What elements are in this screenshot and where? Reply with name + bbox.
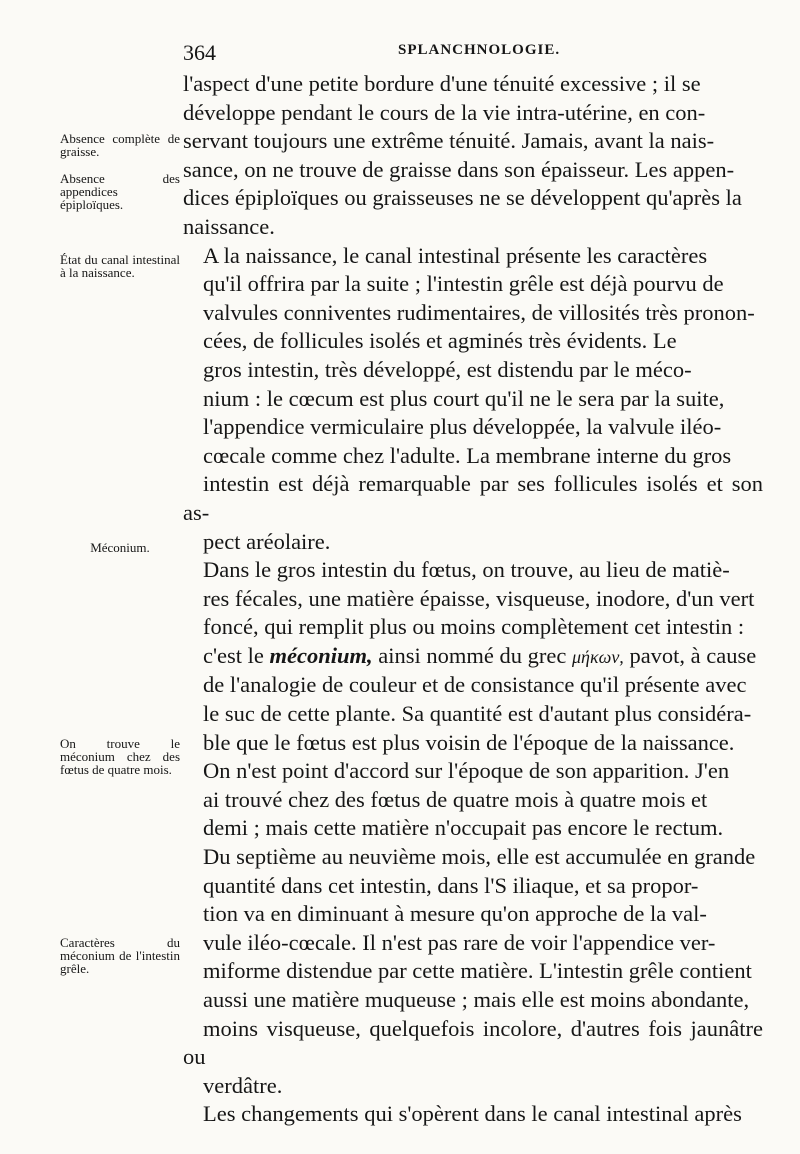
text-line: le suc de cette plante. Sa quantité est d'autant plus considéra- [203, 701, 752, 727]
text-line: servant toujours une extrême ténuité. Jamais, avant la nais- [183, 128, 715, 154]
text-line: On n'est point d'accord sur l'époque de son apparition. J'en [203, 758, 730, 784]
margin-note: État du canal intestinal à la naissance. [60, 252, 180, 280]
paragraph [183, 242, 763, 557]
text-line: res fécales, une matière épaisse, visqueuse, inodore, d'un vert [203, 585, 755, 611]
text-line: ai trouvé chez des fœtus de quatre mois à quatre mois et [203, 786, 708, 812]
text-line: de l'analogie de couleur et de consistance qu'il présente avec [203, 672, 747, 698]
running-title: SPLANCHNOLOGIE. [398, 42, 561, 58]
margin-note: On trouve le méconium chez des fœtus de quatre mois. [60, 736, 180, 777]
text-fragment: ainsi nommé du grec [378, 642, 567, 668]
text-line: dices épiploïques ou graisseuses ne se développent qu'après la [183, 185, 742, 211]
text-line: intestin est déjà remarquable par ses follicules isolés et son as- [183, 471, 763, 525]
text-line: nium : le cœcum est plus court qu'il ne le sera par la suite, [203, 385, 725, 411]
text-line: vule iléo-cœcale. Il n'est pas rare de voir l'appendice ver- [203, 929, 716, 955]
text-line: valvules conniventes rudimentaires, de villosités très pronon- [203, 299, 755, 325]
page-header [183, 40, 763, 64]
text-line: Du septième au neuvième mois, elle est accumulée en grande [203, 844, 756, 870]
text-line: miforme distendue par cette matière. L'intestin grêle contient [203, 958, 752, 984]
body-text [183, 70, 763, 1129]
text-line-meconium [183, 642, 763, 672]
text-line: ble que le fœtus est plus voisin de l'époque de la naissance. [203, 729, 735, 755]
paragraph [183, 556, 763, 1100]
text-line: verdâtre. [203, 1072, 283, 1098]
text-fragment: c'est le [203, 642, 264, 668]
text-line: sance, on ne trouve de graisse dans son épaisseur. Les appen- [183, 156, 735, 182]
text-line: tion va en diminuant à mesure qu'on approche de la val- [203, 901, 707, 927]
text-line: l'aspect d'une petite bordure d'une ténuité excessive ; il se [183, 71, 701, 96]
text-line: demi ; mais cette matière n'occupait pas encore le rectum. [203, 815, 724, 841]
text-line: A la naissance, le canal intestinal présente les caractères [203, 242, 708, 268]
text-line: foncé, qui remplit plus ou moins complètement cet intestin : [203, 614, 745, 640]
text-line: naissance. [183, 213, 275, 239]
text-line: moins visqueuse, quelquefois incolore, d'autres fois jaunâtre ou [183, 1015, 763, 1070]
meconium-term: méconium, [269, 642, 373, 668]
margin-note: Absence complète de graisse. [60, 131, 180, 159]
text-line: Les changements qui s'opèrent dans le canal intestinal après [203, 1101, 742, 1127]
text-line: développe pendant le cours de la vie intra-utérine, en con- [183, 99, 706, 125]
margin-note: Méconium. [90, 540, 150, 555]
paragraph [183, 70, 763, 242]
text-line: aussi une matière muqueuse ; mais elle est moins abondante, [203, 987, 750, 1012]
text-line: qu'il offrira par la suite ; l'intestin grêle est déjà pourvu de [203, 271, 724, 297]
text-line: gros intestin, très développé, est distendu par le méco- [203, 356, 692, 382]
text-line: Dans le gros intestin du fœtus, on trouve, au lieu de matiè- [203, 557, 730, 583]
text-line: pect aréolaire. [203, 528, 331, 554]
text-fragment: pavot, à cause [629, 642, 757, 668]
text-line: cées, de follicules isolés et agminés très évidents. Le [203, 328, 677, 354]
page-number: 364 [183, 40, 216, 65]
paragraph [183, 1100, 763, 1129]
text-line: l'appendice vermiculaire plus développée, la valvule iléo- [203, 414, 722, 440]
margin-note: Caractères du méconium de l'intestin grêle. [60, 935, 180, 976]
text-line: quantité dans cet intestin, dans l'S iliaque, et sa propor- [203, 872, 699, 898]
margin-note: Absence des appendices épiploïques. [60, 171, 180, 212]
text-line: cœcale comme chez l'adulte. La membrane interne du gros [203, 442, 732, 468]
greek-word: μήκων, [572, 646, 624, 667]
